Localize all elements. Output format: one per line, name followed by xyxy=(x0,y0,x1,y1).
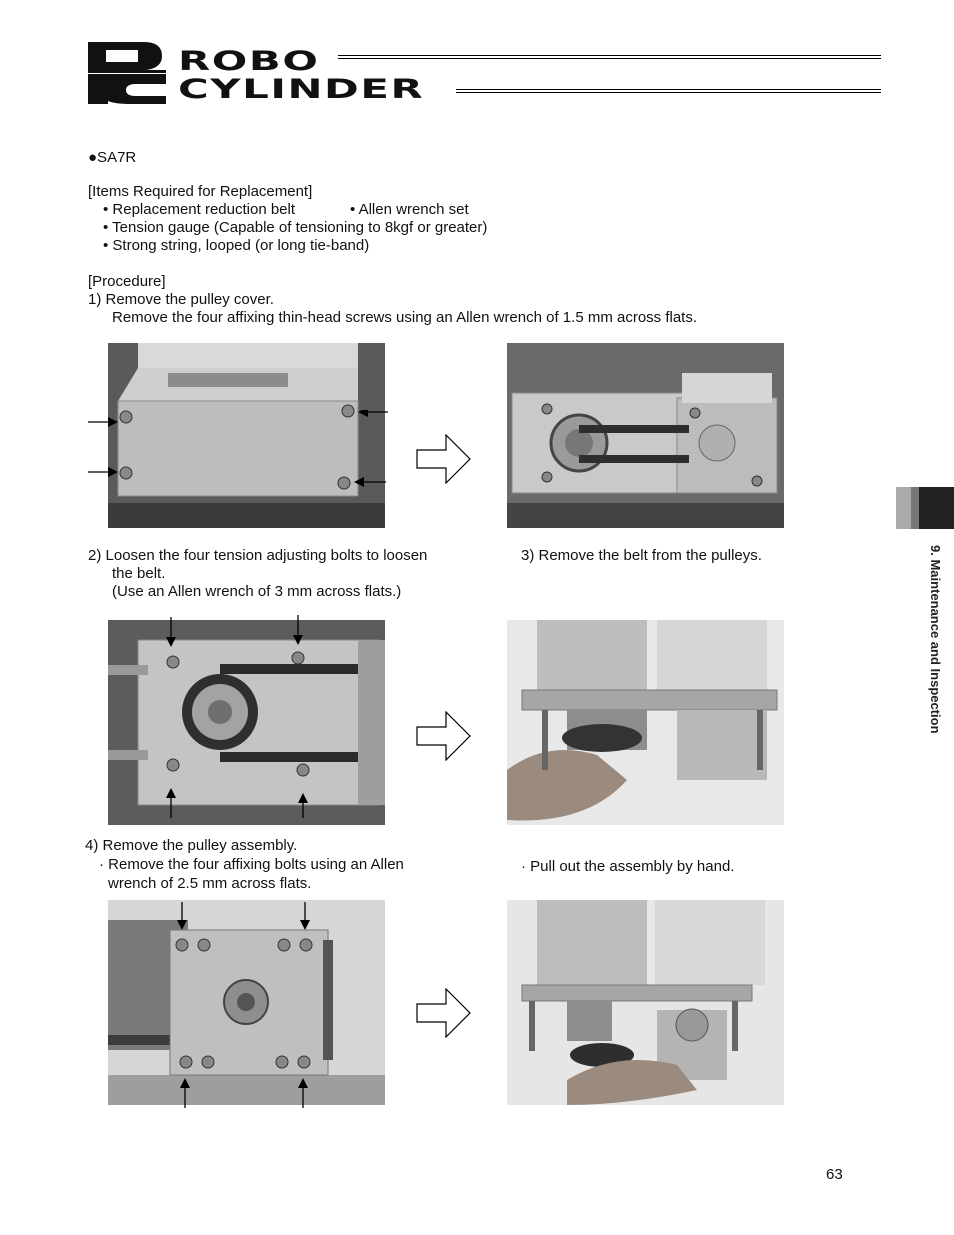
procedure-heading: [Procedure] xyxy=(88,273,166,290)
step4-detail-line1: · Remove the four affixing bolts using an Allen xyxy=(99,856,404,873)
header-rule-bottom-2 xyxy=(456,92,881,93)
header-logo xyxy=(86,40,886,110)
step2-line3: (Use an Allen wrench of 3 mm across flats.) xyxy=(112,583,402,600)
side-tab-marker xyxy=(896,487,911,529)
rc-logo-icon xyxy=(86,40,171,106)
header-rule-top-2 xyxy=(338,58,881,59)
side-tab-marker xyxy=(919,487,954,529)
step1-title: 1) Remove the pulley cover. xyxy=(88,291,274,308)
pointer-arrows-row3 xyxy=(175,900,315,1110)
pointer-arrows-row1 xyxy=(88,410,388,495)
items-list-item: • Replacement reduction belt xyxy=(103,201,296,218)
step1-detail: Remove the four affixing thin-head screws using an Allen wrench of 1.5 mm across flats. xyxy=(112,309,698,326)
items-heading: [Items Required for Replacement] xyxy=(88,183,313,200)
photo-pull-assembly xyxy=(507,900,784,1105)
header-rule-top-1 xyxy=(338,55,881,56)
model-label: ●SA7R xyxy=(88,149,137,166)
side-tab-label: 9. Maintenance and Inspection xyxy=(928,545,943,734)
step3-title: 3) Remove the belt from the pulleys. xyxy=(521,547,762,564)
next-step-arrow-icon xyxy=(416,711,472,761)
pointer-arrows-row2 xyxy=(160,615,320,820)
next-step-arrow-icon xyxy=(416,988,472,1038)
step4-detail-line2: wrench of 2.5 mm across flats. xyxy=(108,875,312,892)
items-list-item: • Tension gauge (Capable of tensioning to 8kgf or greater) xyxy=(103,219,488,236)
photo-remove-belt xyxy=(507,620,784,825)
step4-title: 4) Remove the pulley assembly. xyxy=(85,837,298,854)
page-number: 63 xyxy=(826,1166,843,1183)
next-step-arrow-icon xyxy=(416,434,472,484)
logo-word-cylinder: CYLINDER xyxy=(178,74,425,105)
step4-right-note: · Pull out the assembly by hand. xyxy=(521,858,735,875)
step2-line1: 2) Loosen the four tension adjusting bolts to loosen xyxy=(88,547,428,564)
logo-word-robo: ROBO xyxy=(178,46,320,77)
items-list-item: • Allen wrench set xyxy=(350,201,469,218)
header-rule-bottom-1 xyxy=(456,89,881,90)
photo-cover-removed xyxy=(507,343,784,528)
items-list-item: • Strong string, looped (or long tie-band) xyxy=(103,237,370,254)
step2-line2: the belt. xyxy=(112,565,166,582)
side-tab-marker xyxy=(911,487,919,529)
